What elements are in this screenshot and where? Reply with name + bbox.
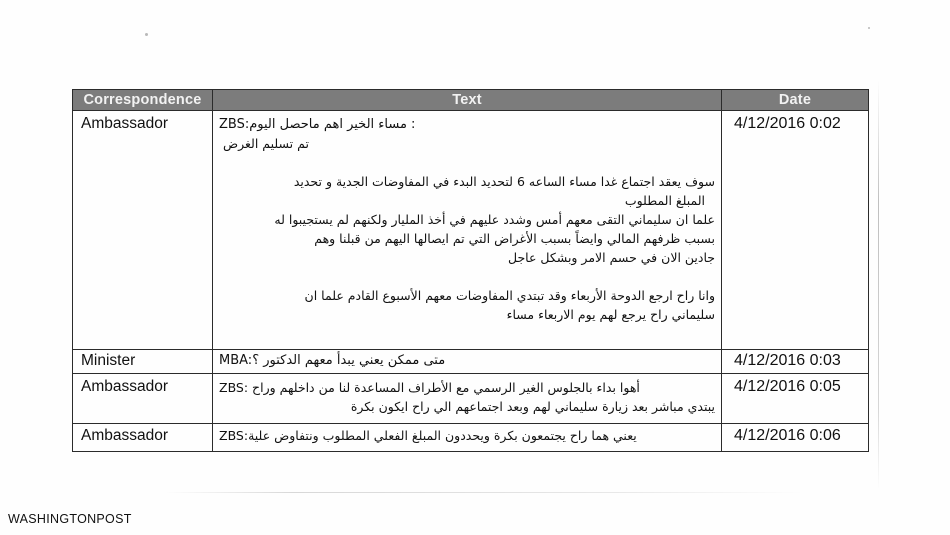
table-row [73, 350, 869, 374]
message-line: سوف يعقد اجتماع غدا مساء الساعه 6 لتحديد البدء في المفاوضات الجدية و تحديد [293, 174, 715, 189]
table-row [73, 424, 869, 452]
table-row [73, 374, 869, 424]
sender-cell: Minister [73, 350, 213, 374]
message-line: بسبب ظرفهم المالي وايضاً بسبب الأغراض التي تم ايصالها اليهم من قبلنا وهم [314, 231, 715, 246]
message-line: سليماني راح يرجع لهم يوم الاربعاء مساء [506, 307, 715, 322]
message-cell [213, 350, 722, 374]
date-cell: 4/12/2016 0:05 [722, 374, 869, 424]
message-line: ZBS:مساء الخير اهم ماحصل اليوم : [219, 117, 416, 132]
scan-edge-shadow [878, 80, 879, 490]
message-cell [213, 374, 722, 424]
message-line: جادين الان في حسم الامر وبشكل عاجل [507, 250, 715, 265]
sender-cell: Ambassador [73, 424, 213, 452]
message-line: المبلغ المطلوب [624, 193, 705, 208]
header-correspondence: Correspondence [73, 90, 213, 111]
scan-fold-line [165, 492, 805, 493]
correspondence-table [72, 89, 869, 452]
message-cell [213, 111, 722, 350]
message-line: يبتدي مباشر بعد زيارة سليماني لهم وبعد اجتماعهم الي راح ايكون بكرة [350, 399, 715, 414]
message-line: ZBS:يعني هما راح يجتمعون بكرة ويحددون المبلغ الفعلي المطلوب ونتفاوض علية [219, 428, 637, 443]
message-gap [219, 267, 715, 286]
table-header-row [73, 90, 869, 111]
table-row [73, 111, 869, 350]
message-line: MBA:متى ممكن يعني يبدأ معهم الدكتور ؟ [219, 353, 446, 368]
date-cell: 4/12/2016 0:03 [722, 350, 869, 374]
message-cell [213, 424, 722, 452]
washingtonpost-watermark: WASHINGTONPOST [8, 512, 132, 526]
header-date: Date [722, 90, 869, 111]
sender-cell: Ambassador [73, 111, 213, 350]
date-cell: 4/12/2016 0:02 [722, 111, 869, 350]
header-text: Text [213, 90, 722, 111]
message-gap [219, 153, 715, 172]
message-line: وانا راح ارجع الدوحة الأربعاء وقد تبتدي المفاوضات معهم الأسبوع القادم علما ان [304, 288, 715, 303]
message-line: ZBS: أهوا بداء بالجلوس الغير الرسمي مع الأطراف المساعدة لنا من داخلهم وراح [219, 380, 640, 395]
date-cell: 4/12/2016 0:06 [722, 424, 869, 452]
message-line: علما ان سليماني التقى معهم أمس وشدد عليهم في أخذ المليار ولكنهم لم يستجيبوا له [274, 212, 715, 227]
scan-speck [145, 33, 148, 36]
sender-cell: Ambassador [73, 374, 213, 424]
message-line: تم تسليم الغرض [223, 136, 309, 151]
scan-speck [868, 27, 870, 29]
